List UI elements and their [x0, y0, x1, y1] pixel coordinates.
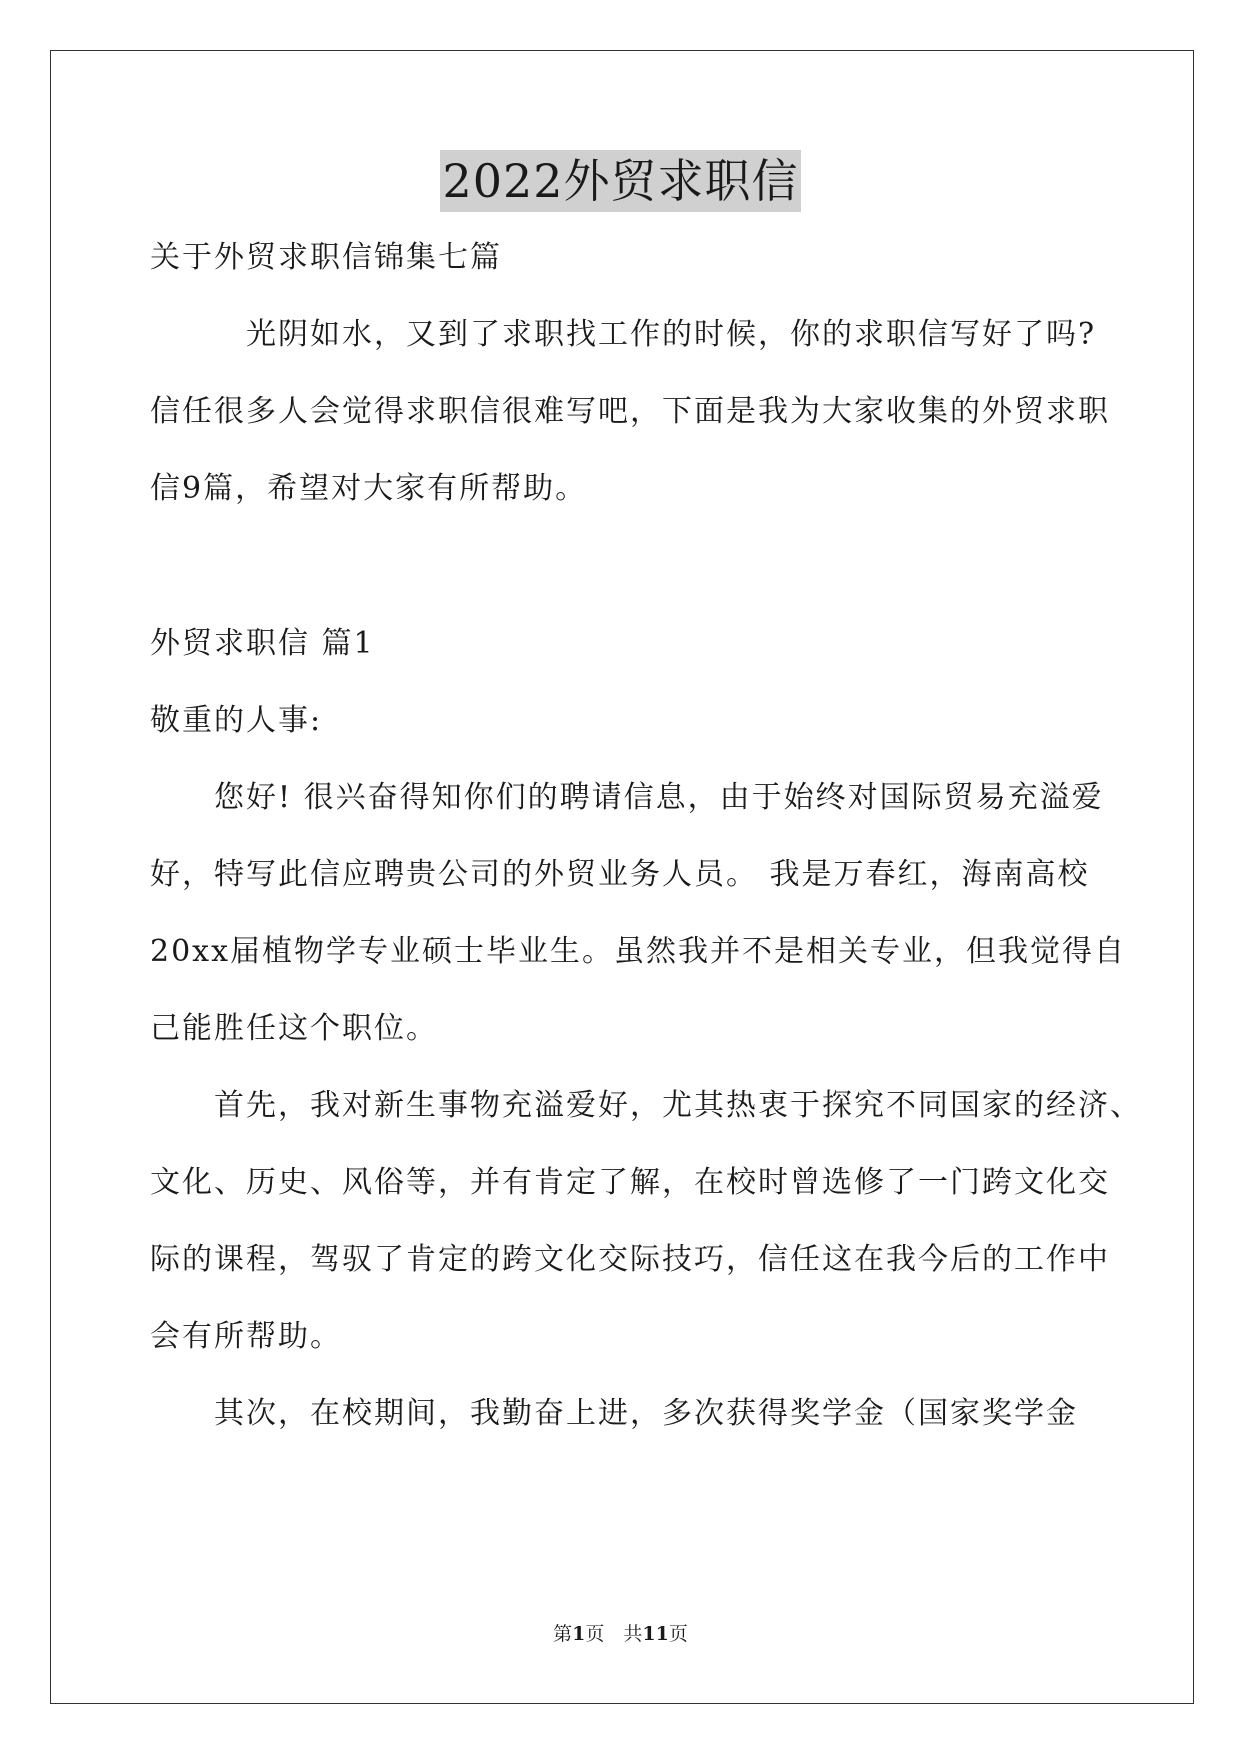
- salutation-line: 敬重的人事:: [150, 703, 323, 738]
- footer-total-pages: 11: [642, 1623, 669, 1645]
- footer-suffix: 页: [668, 1623, 688, 1645]
- paragraph-line: 信任很多人会觉得求职信很难写吧，下面是我为大家收集的外贸求职: [150, 394, 1110, 429]
- paragraph-line: 您好! 很兴奋得知你们的聘请信息，由于始终对国际贸易充溢爱: [150, 780, 1104, 815]
- paragraph-line: 20xx届植物学专业硕士毕业生。虽然我并不是相关专业，但我觉得自: [150, 934, 1127, 969]
- subtitle-line: 关于外贸求职信锦集七篇: [150, 240, 502, 275]
- paragraph-line: 信9篇，希望对大家有所帮助。: [150, 471, 588, 506]
- paragraph-line: 好，特写此信应聘贵公司的外贸业务人员。 我是万春红，海南高校: [150, 857, 1090, 892]
- footer-page-number: 1: [572, 1623, 586, 1645]
- document-title: 2022外贸求职信: [440, 150, 800, 212]
- paragraph-line: 际的课程，驾驭了肯定的跨文化交际技巧，信任这在我今后的工作中: [150, 1242, 1110, 1277]
- paragraph-line: 首先，我对新生事物充溢爱好，尤其热衷于探究不同国家的经济、: [150, 1088, 1142, 1123]
- footer-middle: 页 共: [585, 1623, 643, 1645]
- paragraph-line: 己能胜任这个职位。: [150, 1011, 438, 1046]
- paragraph-line: 会有所帮助。: [150, 1319, 342, 1354]
- paragraph-line: 文化、历史、风俗等，并有肯定了解，在校时曾选修了一门跨文化交: [150, 1165, 1110, 1200]
- paragraph-line: 光阴如水，又到了求职找工作的时候，你的求职信写好了吗?: [150, 317, 1097, 352]
- paragraph-line: 其次，在校期间，我勤奋上进，多次获得奖学金（国家奖学金: [150, 1396, 1078, 1431]
- title-container: [0, 150, 1241, 212]
- footer-prefix: 第: [553, 1623, 573, 1645]
- page-footer: [0, 1622, 1241, 1646]
- section-heading: 外贸求职信 篇1: [150, 626, 375, 661]
